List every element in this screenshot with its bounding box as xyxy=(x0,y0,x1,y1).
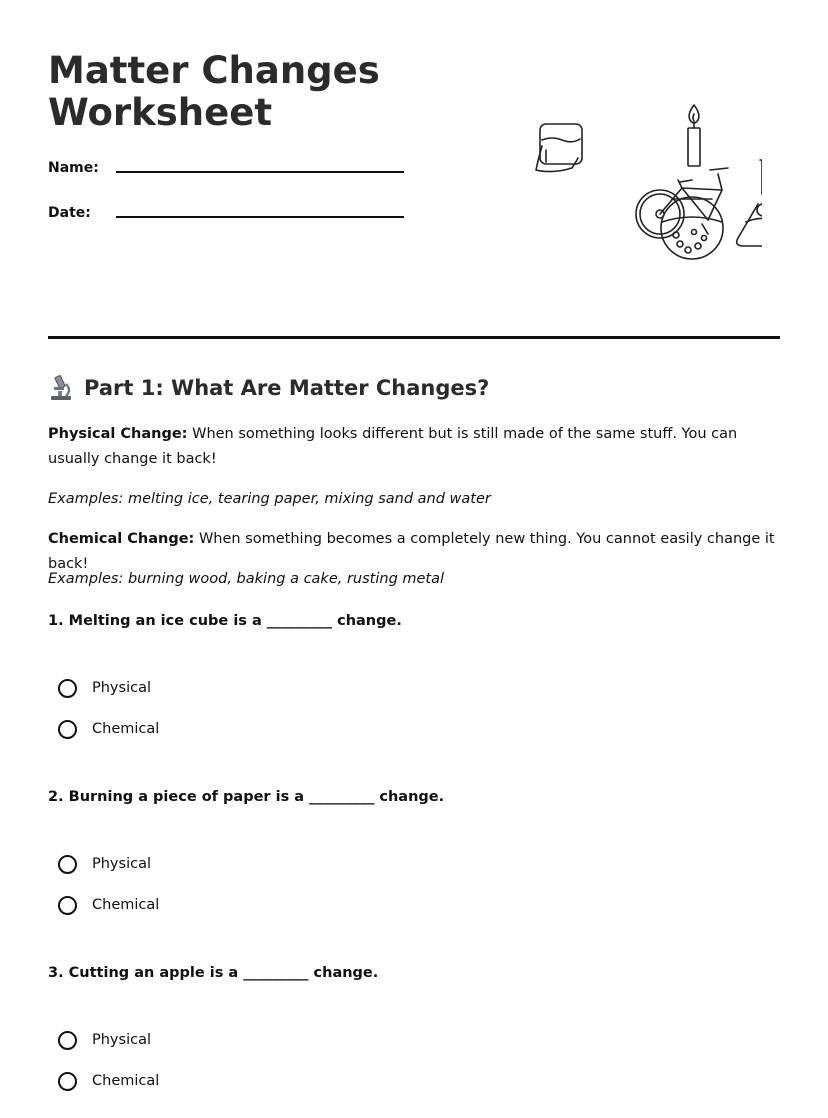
part1-heading-text: Part 1: What Are Matter Changes? xyxy=(84,376,490,400)
q2-physical-label: Physical xyxy=(92,856,151,872)
title-line-2: Worksheet xyxy=(48,91,273,134)
chemical-change-text: When something becomes a completely new thing. You cannot easily change it back! xyxy=(48,531,775,572)
chemical-change-examples: Examples: burning wood, baking a cake, rusting metal xyxy=(48,571,445,587)
q1-chemical-label: Chemical xyxy=(92,721,160,737)
q3-chemical-label: Chemical xyxy=(92,1073,160,1089)
header-divider xyxy=(48,336,780,339)
q2-chemical-label: Chemical xyxy=(92,897,160,913)
matter-changes-illustration xyxy=(532,100,762,270)
date-field[interactable] xyxy=(116,216,404,218)
q2-option-physical[interactable] xyxy=(58,852,151,876)
worksheet-page xyxy=(48,0,780,1118)
part1-heading xyxy=(48,374,489,402)
physical-change-examples: Examples: melting ice, tearing paper, mixing sand and water xyxy=(48,491,491,507)
question-3: 3. Cutting an apple is a _________ change. xyxy=(48,965,379,981)
q3-physical-label: Physical xyxy=(92,1032,151,1048)
microscope-icon xyxy=(48,374,74,402)
physical-change-definition xyxy=(48,422,780,472)
q3-option-physical[interactable] xyxy=(58,1028,151,1052)
q2-option-chemical[interactable] xyxy=(58,893,159,917)
worksheet-title xyxy=(48,50,468,134)
q3-option-chemical[interactable] xyxy=(58,1069,159,1093)
q1-physical-radio[interactable] xyxy=(58,679,77,698)
candle-icon xyxy=(688,105,700,166)
question-2: 2. Burning a piece of paper is a _________ change. xyxy=(48,789,445,805)
bicycle-icon xyxy=(636,168,728,238)
date-field-row xyxy=(48,205,408,229)
conical-flask-icon xyxy=(737,160,762,246)
question-1: 1. Melting an ice cube is a _________ change. xyxy=(48,613,402,629)
name-field[interactable] xyxy=(116,171,404,173)
q1-physical-label: Physical xyxy=(92,680,151,696)
physical-change-text: When something looks different but is still made of the same stuff. You can usually change it back! xyxy=(48,426,738,467)
name-label: Name: xyxy=(48,160,99,176)
q3-chemical-radio[interactable] xyxy=(58,1072,77,1091)
name-field-row xyxy=(48,160,408,184)
q1-option-chemical[interactable] xyxy=(58,717,159,741)
q2-chemical-radio[interactable] xyxy=(58,896,77,915)
melting-cup-icon xyxy=(536,124,582,172)
q2-physical-radio[interactable] xyxy=(58,855,77,874)
q1-chemical-radio[interactable] xyxy=(58,720,77,739)
chemical-change-term: Chemical Change: xyxy=(48,531,195,547)
title-line-1: Matter Changes xyxy=(48,49,380,92)
q1-option-physical[interactable] xyxy=(58,676,151,700)
date-label: Date: xyxy=(48,205,91,221)
round-flask-icon xyxy=(661,197,723,259)
physical-change-term: Physical Change: xyxy=(48,426,188,442)
q3-physical-radio[interactable] xyxy=(58,1031,77,1050)
